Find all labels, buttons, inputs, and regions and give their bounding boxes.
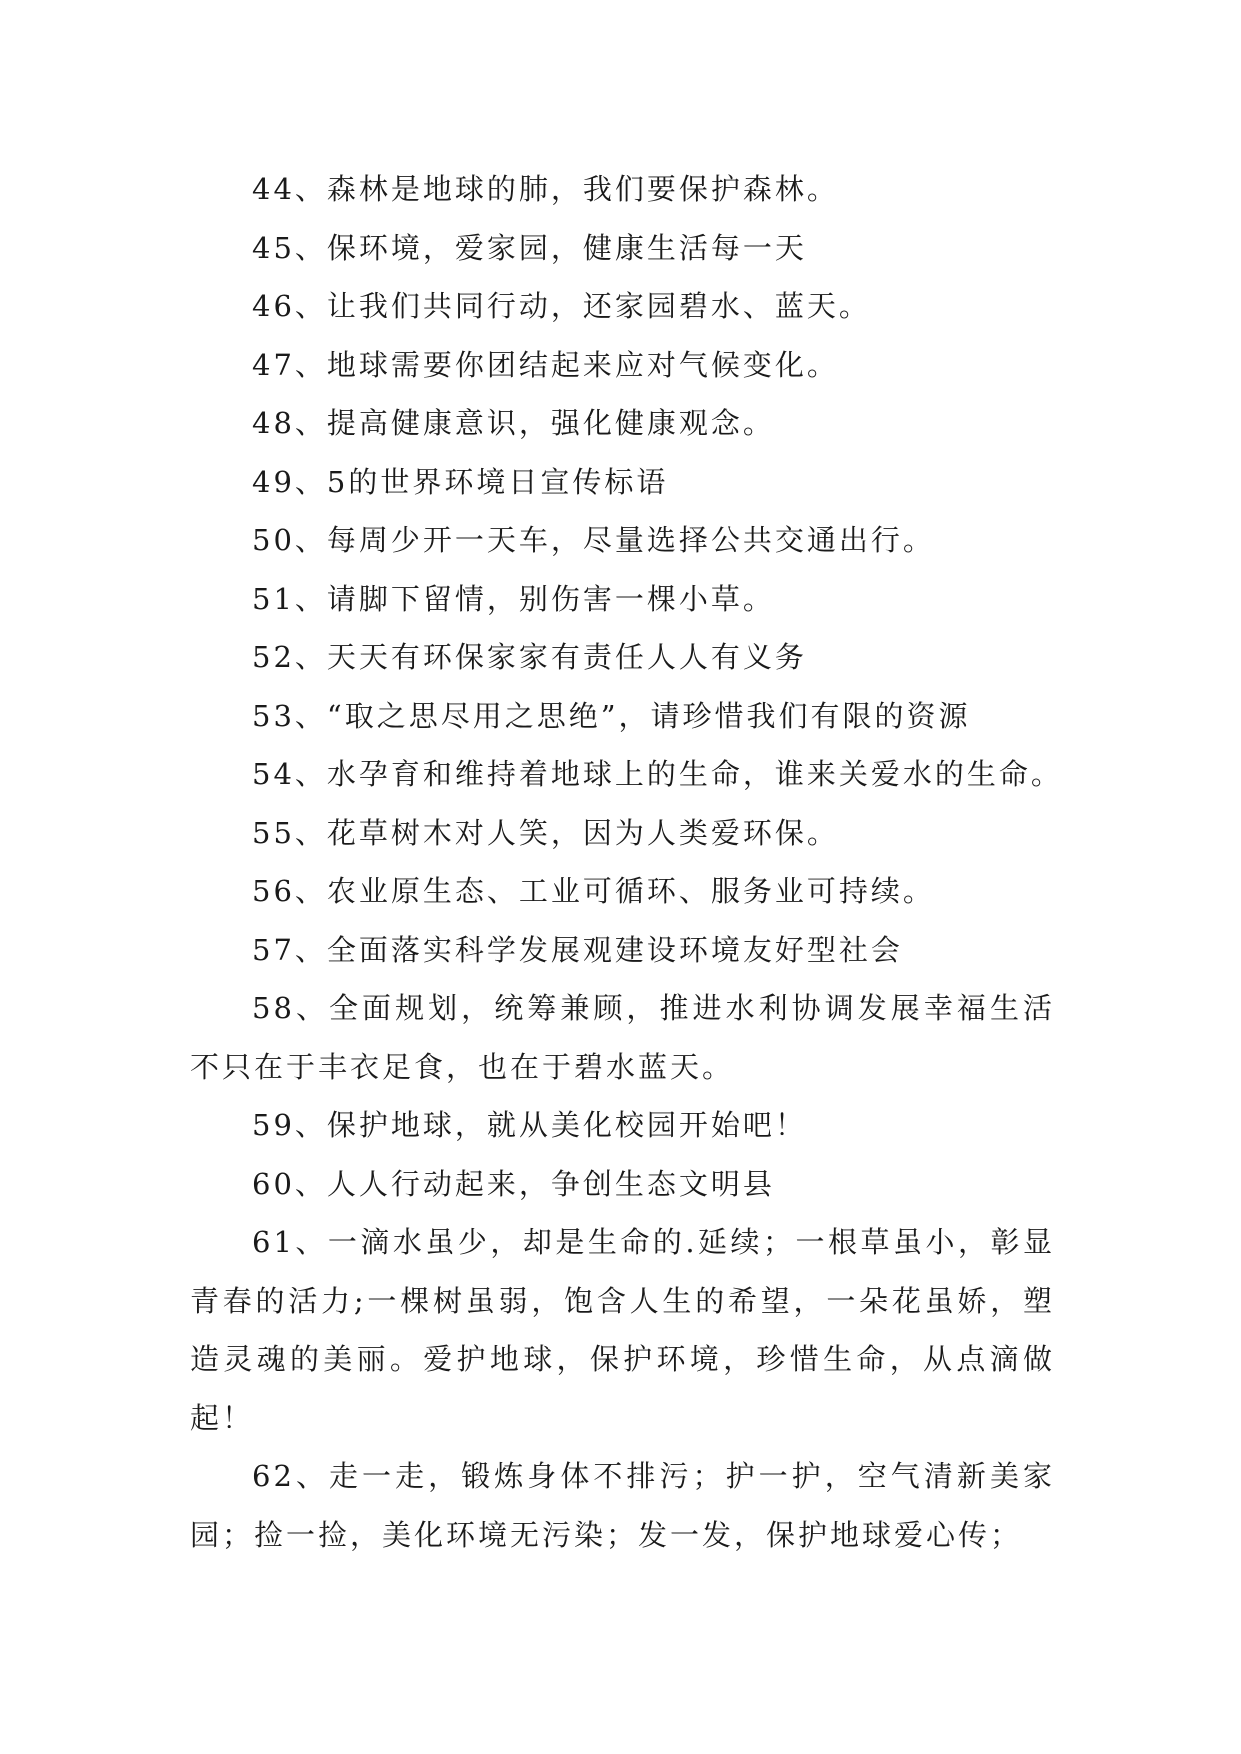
list-item: 54、水孕育和维持着地球上的生命，谁来关爱水的生命。 xyxy=(252,757,1063,791)
list-item: 58、全面规划，统筹兼顾，推进水利协调发展幸福生活不只在于丰衣足食，也在于碧水蓝天。 xyxy=(190,991,1055,1084)
list-item: 51、请脚下留情，别伤害一棵小草。 xyxy=(252,581,775,616)
list-item: 57、全面落实科学发展观建设环境友好型社会 xyxy=(252,932,903,967)
slogan-list xyxy=(190,160,1063,1564)
list-item: 61、一滴水虽少，却是生命的.延续；一根草虽小，彰显青春的活力;一棵树虽弱，饱含人生的希望，一朵花虽娇，塑造灵魂的美丽。爱护地球，保护环境，珍惜生命，从点滴做起！ xyxy=(190,1225,1055,1435)
list-item: 55、花草树木对人笑，因为人类爱环保。 xyxy=(252,815,839,850)
list-item: 59、保护地球，就从美化校园开始吧！ xyxy=(252,1108,807,1142)
list-item: 47、地球需要你团结起来应对气候变化。 xyxy=(252,347,839,382)
list-item: 48、提高健康意识，强化健康观念。 xyxy=(252,406,775,440)
list-item: 50、每周少开一天车，尽量选择公共交通出行。 xyxy=(252,523,935,557)
list-item: 56、农业原生态、工业可循环、服务业可持续。 xyxy=(252,874,935,908)
list-item: 45、保环境，爱家园，健康生活每一天 xyxy=(252,230,807,265)
list-item: 53、“取之思尽用之思绝”，请珍惜我们有限的资源 xyxy=(252,698,971,733)
list-item: 52、天天有环保家家有责任人人有义务 xyxy=(252,640,807,674)
list-item: 60、人人行动起来，争创生态文明县 xyxy=(252,1166,775,1201)
list-item: 44、森林是地球的肺，我们要保护森林。 xyxy=(252,172,839,206)
list-item: 46、让我们共同行动，还家园碧水、蓝天。 xyxy=(252,289,871,323)
list-item: 62、走一走，锻炼身体不排污；护一护，空气清新美家园；捡一捡，美化环境无污染；发一发，保护地球爱心传； xyxy=(190,1459,1055,1552)
list-item: 49、5的世界环境日宣传标语 xyxy=(252,464,669,499)
